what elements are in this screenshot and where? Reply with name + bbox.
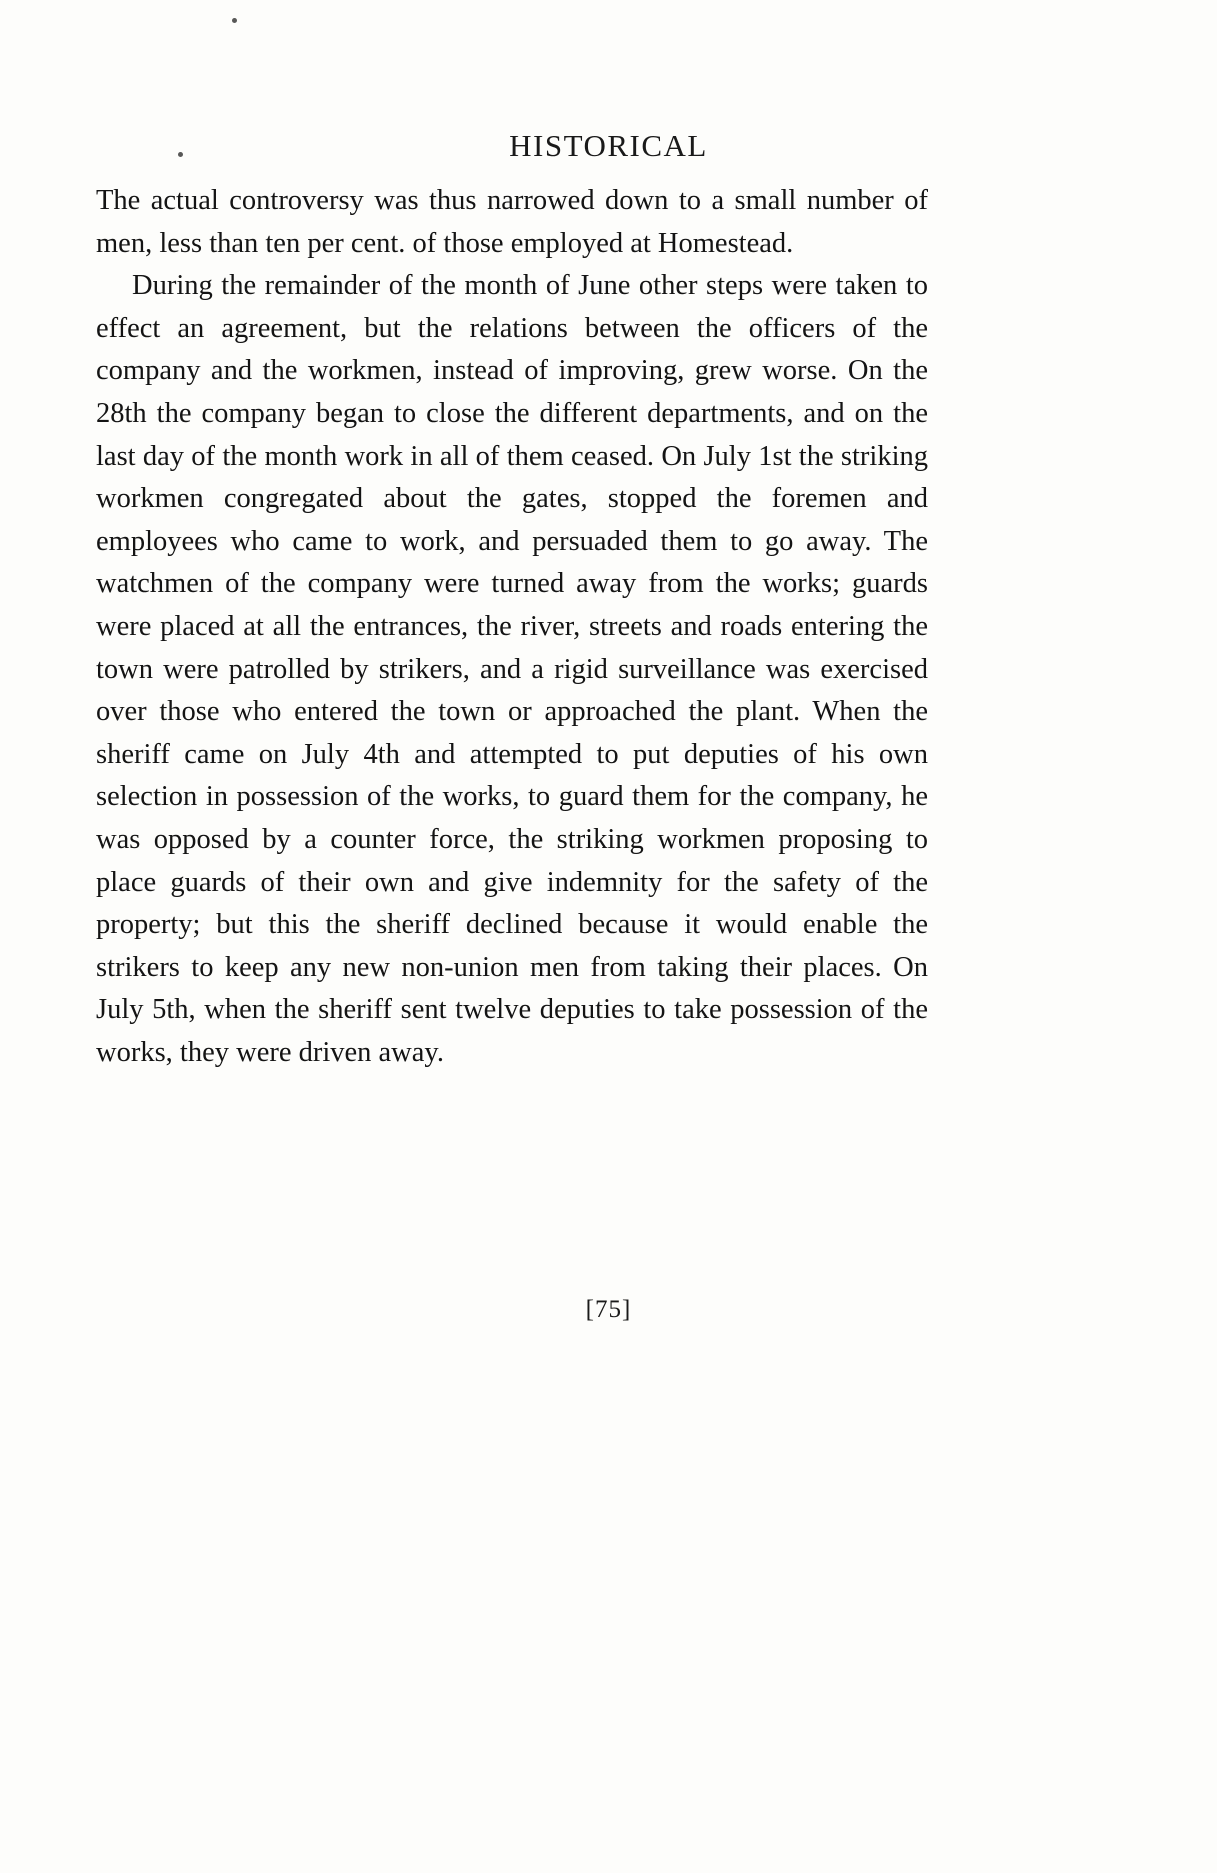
paragraph-2: During the remainder of the month of June other steps were taken to effect an agreement, but the relations between the officers of the company and the workmen, instead of improving, grew worse. On the 28th the company began to close the different departments, and on the last day of the month work in all of them ceased. On July 1st the striking workmen congregated about the gates, stopped the foremen and employees who came to work, and persuaded them to go away. The watchmen of the company were turned away from the works; guards were placed at all the entrances, the river, streets and roads entering the town were patrolled by strikers, and a rigid surveillance was exercised over those who entered the town or approached the plant. When the sheriff came on July 4th and attempted to put deputies of his own selection in possession of the works, to guard them for the company, he was opposed by a counter force, the striking workmen proposing to place guards of their own and give indemnity for the safety of the property; but this the sheriff declined because it would enable the strikers to keep any new non-union men from taking their places. On July 5th, when the sheriff sent twelve deputies to take possession of the works, they were driven away. [96,270,928,1068]
page-running-head: HISTORICAL [509,128,708,163]
body-text [96,180,928,1074]
ink-speck-icon [232,18,237,23]
page-number: [75] [585,1296,632,1323]
paragraph-1: The actual controversy was thus narrowed down to a small number of men, less than ten per cent. of those employed at Homestead. [96,185,928,259]
